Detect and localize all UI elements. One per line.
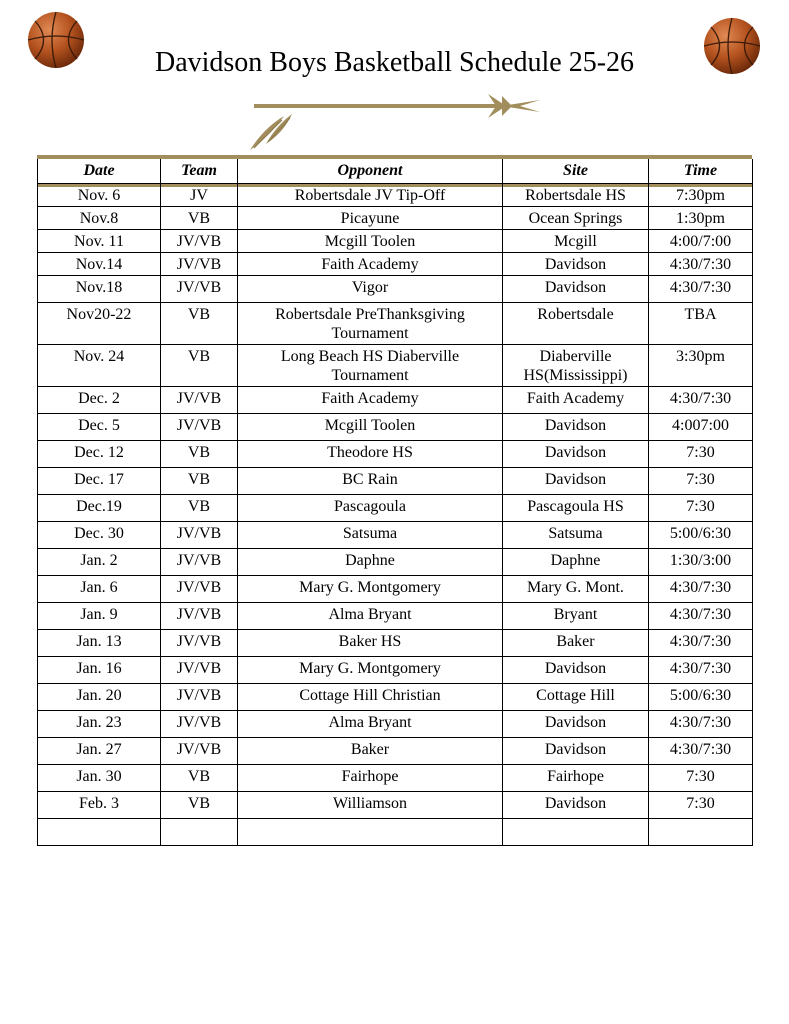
date-cell: Dec. 17 xyxy=(38,468,161,495)
team-cell: VB xyxy=(161,207,238,230)
team-cell: VB xyxy=(161,345,238,387)
team-cell: VB xyxy=(161,441,238,468)
opponent-cell: Vigor xyxy=(238,276,503,303)
column-header-team: Team xyxy=(161,159,238,184)
team-cell: JV/VB xyxy=(161,684,238,711)
time-cell: 1:30/3:00 xyxy=(649,549,753,576)
time-cell: 4:30/7:30 xyxy=(649,387,753,414)
date-cell: Nov20-22 xyxy=(38,303,161,345)
date-cell: Dec. 2 xyxy=(38,387,161,414)
opponent-cell: Picayune xyxy=(238,207,503,230)
date-cell: Jan. 30 xyxy=(38,765,161,792)
table-row xyxy=(38,765,753,792)
date-cell: Nov.18 xyxy=(38,276,161,303)
date-cell: Jan. 6 xyxy=(38,576,161,603)
team-cell xyxy=(161,819,238,846)
table-row xyxy=(38,522,753,549)
team-cell: VB xyxy=(161,303,238,345)
time-cell: 4:30/7:30 xyxy=(649,657,753,684)
opponent-cell: Mary G. Montgomery xyxy=(238,576,503,603)
table-row xyxy=(38,711,753,738)
table-row xyxy=(38,184,753,207)
team-cell: JV/VB xyxy=(161,522,238,549)
date-cell: Dec. 5 xyxy=(38,414,161,441)
site-cell xyxy=(503,819,649,846)
table-row xyxy=(38,303,753,345)
table-row xyxy=(38,468,753,495)
site-cell: Bryant xyxy=(503,603,649,630)
table-row xyxy=(38,207,753,230)
team-cell: JV/VB xyxy=(161,657,238,684)
site-cell: Davidson xyxy=(503,414,649,441)
team-cell: JV/VB xyxy=(161,630,238,657)
time-cell: 3:30pm xyxy=(649,345,753,387)
date-cell: Jan. 27 xyxy=(38,738,161,765)
time-cell: 7:30pm xyxy=(649,184,753,207)
opponent-cell: Robertsdale JV Tip-Off xyxy=(238,184,503,207)
site-cell: Pascagoula HS xyxy=(503,495,649,522)
table-row xyxy=(38,414,753,441)
time-cell: 5:00/6:30 xyxy=(649,522,753,549)
site-cell: Diaberville HS(Mississippi) xyxy=(503,345,649,387)
date-cell: Jan. 23 xyxy=(38,711,161,738)
table-row xyxy=(38,230,753,253)
time-cell: 4:007:00 xyxy=(649,414,753,441)
time-cell: 7:30 xyxy=(649,495,753,522)
site-cell: Davidson xyxy=(503,276,649,303)
table-row xyxy=(38,630,753,657)
opponent-cell: Mcgill Toolen xyxy=(238,414,503,441)
site-cell: Cottage Hill xyxy=(503,684,649,711)
table-row xyxy=(38,345,753,387)
team-cell: JV/VB xyxy=(161,711,238,738)
table-row xyxy=(38,276,753,303)
date-cell: Nov. 24 xyxy=(38,345,161,387)
site-cell: Baker xyxy=(503,630,649,657)
schedule-table xyxy=(37,159,753,846)
date-cell: Feb. 3 xyxy=(38,792,161,819)
date-cell: Dec.19 xyxy=(38,495,161,522)
opponent-cell: Mary G. Montgomery xyxy=(238,657,503,684)
time-cell: 7:30 xyxy=(649,468,753,495)
opponent-cell: Williamson xyxy=(238,792,503,819)
time-cell: 4:30/7:30 xyxy=(649,576,753,603)
page-title: Davidson Boys Basketball Schedule 25-26 xyxy=(154,47,635,78)
site-cell: Fairhope xyxy=(503,765,649,792)
site-cell: Satsuma xyxy=(503,522,649,549)
team-cell: JV/VB xyxy=(161,549,238,576)
time-cell: 4:30/7:30 xyxy=(649,630,753,657)
site-cell: Daphne xyxy=(503,549,649,576)
team-cell: JV xyxy=(161,184,238,207)
opponent-cell: Mcgill Toolen xyxy=(238,230,503,253)
date-cell: Jan. 16 xyxy=(38,657,161,684)
site-cell: Davidson xyxy=(503,253,649,276)
table-row xyxy=(38,495,753,522)
site-cell: Davidson xyxy=(503,468,649,495)
team-cell: VB xyxy=(161,792,238,819)
time-cell: 4:30/7:30 xyxy=(649,603,753,630)
time-cell: 4:30/7:30 xyxy=(649,276,753,303)
opponent-cell: Long Beach HS Diaberville Tournament xyxy=(238,345,503,387)
date-cell: Dec. 12 xyxy=(38,441,161,468)
table-row xyxy=(38,792,753,819)
opponent-cell: Baker xyxy=(238,738,503,765)
date-cell: Nov.8 xyxy=(38,207,161,230)
column-header-site: Site xyxy=(503,159,649,184)
opponent-cell: Satsuma xyxy=(238,522,503,549)
team-cell: VB xyxy=(161,495,238,522)
team-cell: VB xyxy=(161,765,238,792)
time-cell xyxy=(649,819,753,846)
spear-feather-emblem xyxy=(240,90,550,156)
site-cell: Mcgill xyxy=(503,230,649,253)
table-row xyxy=(38,657,753,684)
time-cell: 1:30pm xyxy=(649,207,753,230)
time-cell: 4:30/7:30 xyxy=(649,738,753,765)
opponent-cell: Baker HS xyxy=(238,630,503,657)
opponent-cell: Alma Bryant xyxy=(238,603,503,630)
opponent-cell: Robertsdale PreThanksgiving Tournament xyxy=(238,303,503,345)
time-cell: 7:30 xyxy=(649,792,753,819)
date-cell: Nov. 11 xyxy=(38,230,161,253)
date-cell: Nov. 6 xyxy=(38,184,161,207)
date-cell: Jan. 13 xyxy=(38,630,161,657)
date-cell: Jan. 20 xyxy=(38,684,161,711)
site-cell: Davidson xyxy=(503,441,649,468)
site-cell: Davidson xyxy=(503,792,649,819)
date-cell: Jan. 2 xyxy=(38,549,161,576)
time-cell: TBA xyxy=(649,303,753,345)
team-cell: JV/VB xyxy=(161,253,238,276)
time-cell: 4:30/7:30 xyxy=(649,711,753,738)
opponent-cell: BC Rain xyxy=(238,468,503,495)
table-row xyxy=(38,603,753,630)
table-row-empty xyxy=(38,819,753,846)
date-cell: Nov.14 xyxy=(38,253,161,276)
site-cell: Davidson xyxy=(503,657,649,684)
column-header-time: Time xyxy=(649,159,753,184)
column-header-date: Date xyxy=(38,159,161,184)
opponent-cell: Cottage Hill Christian xyxy=(238,684,503,711)
table-row xyxy=(38,253,753,276)
column-header-opponent: Opponent xyxy=(238,159,503,184)
site-cell: Davidson xyxy=(503,738,649,765)
table-row xyxy=(38,576,753,603)
time-cell: 5:00/6:30 xyxy=(649,684,753,711)
team-cell: JV/VB xyxy=(161,414,238,441)
site-cell: Davidson xyxy=(503,711,649,738)
opponent-cell: Daphne xyxy=(238,549,503,576)
opponent-cell: Theodore HS xyxy=(238,441,503,468)
date-cell xyxy=(38,819,161,846)
time-cell: 7:30 xyxy=(649,441,753,468)
date-cell: Dec. 30 xyxy=(38,522,161,549)
table-row xyxy=(38,549,753,576)
opponent-cell: Alma Bryant xyxy=(238,711,503,738)
opponent-cell: Faith Academy xyxy=(238,387,503,414)
table-row xyxy=(38,738,753,765)
opponent-cell: Fairhope xyxy=(238,765,503,792)
team-cell: JV/VB xyxy=(161,738,238,765)
time-cell: 4:00/7:00 xyxy=(649,230,753,253)
team-cell: JV/VB xyxy=(161,276,238,303)
table-row xyxy=(38,387,753,414)
opponent-cell xyxy=(238,819,503,846)
team-cell: JV/VB xyxy=(161,387,238,414)
team-cell: VB xyxy=(161,468,238,495)
table-row xyxy=(38,441,753,468)
opponent-cell: Pascagoula xyxy=(238,495,503,522)
site-cell: Robertsdale HS xyxy=(503,184,649,207)
team-cell: JV/VB xyxy=(161,230,238,253)
team-cell: JV/VB xyxy=(161,576,238,603)
date-cell: Jan. 9 xyxy=(38,603,161,630)
site-cell: Robertsdale xyxy=(503,303,649,345)
team-cell: JV/VB xyxy=(161,603,238,630)
site-cell: Faith Academy xyxy=(503,387,649,414)
time-cell: 4:30/7:30 xyxy=(649,253,753,276)
site-cell: Mary G. Mont. xyxy=(503,576,649,603)
table-header-row xyxy=(38,159,753,184)
opponent-cell: Faith Academy xyxy=(238,253,503,276)
table-row xyxy=(38,684,753,711)
time-cell: 7:30 xyxy=(649,765,753,792)
site-cell: Ocean Springs xyxy=(503,207,649,230)
